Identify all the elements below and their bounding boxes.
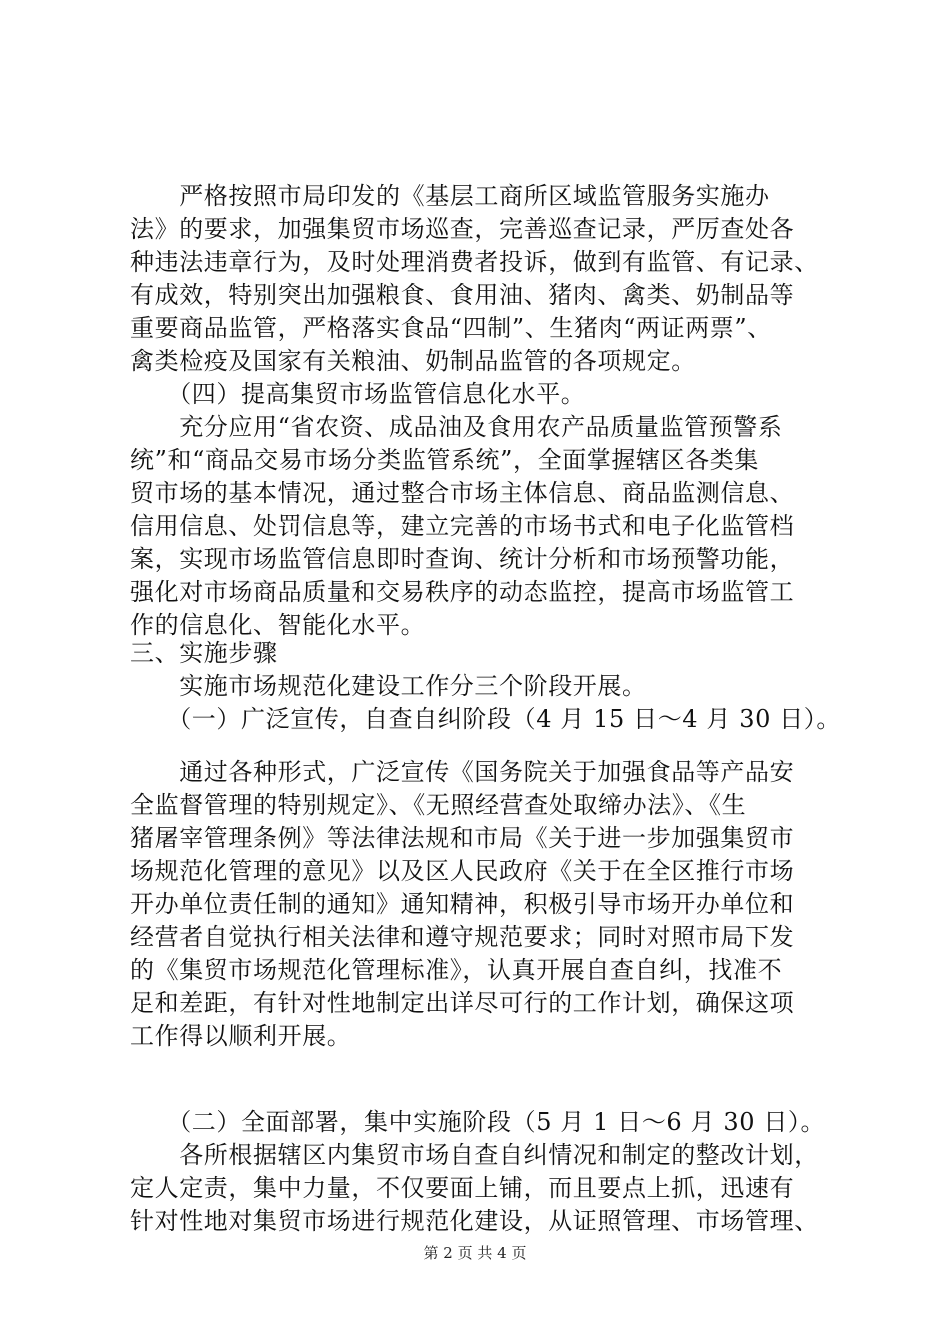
- paragraph-line: 全监督管理的特别规定》、《无照经营查处取缔办法》、《生: [130, 791, 747, 819]
- page-footer: 第 2 页 共 4 页: [423, 1244, 527, 1262]
- paragraph-line: 有成效，特别突出加强粮食、食用油、猪肉、禽类、奶制品等: [130, 281, 795, 309]
- paragraph-line: 充分应用“省农资、成品油及食用农产品质量监管预警系: [130, 413, 783, 441]
- paragraph-line: 重要商品监管，严格落实食品“四制”、生猪肉“两证两票”、: [130, 314, 772, 342]
- paragraph-line: 强化对市场商品质量和交易秩序的动态监控，提高市场监管工: [130, 578, 795, 606]
- paragraph-line: 定人定责，集中力量，不仅要面上铺，而且要点上抓，迅速有: [130, 1174, 795, 1202]
- paragraph-line: 的《集贸市场规范化管理标准》，认真开展自查自纠，找准不: [130, 956, 783, 984]
- section-heading: （二）全面部署，集中实施阶段（5 月 1 日～6 月 30 日）。: [130, 1108, 826, 1136]
- paragraph-line: 法》的要求，加强集贸市场巡查，完善巡查记录，严厉查处各: [130, 215, 795, 243]
- paragraph-line: 贸市场的基本情况，通过整合市场主体信息、商品监测信息、: [130, 479, 795, 507]
- paragraph-line: 禽类检疫及国家有关粮油、奶制品监管的各项规定。: [130, 347, 696, 375]
- section-heading: （一）广泛宣传，自查自纠阶段（4 月 15 日～4 月 30 日）。: [130, 705, 841, 733]
- paragraph-line: 信用信息、处罚信息等，建立完善的市场书式和电子化监管档: [130, 512, 795, 540]
- paragraph-line: 各所根据辖区内集贸市场自查自纠情况和制定的整改计划，: [130, 1141, 819, 1169]
- paragraph-line: 种违法违章行为，及时处理消费者投诉，做到有监管、有记录、: [130, 248, 819, 276]
- paragraph-line: 案，实现市场监管信息即时查询、统计分析和市场预警功能，: [130, 545, 795, 573]
- paragraph-line: 足和差距，有针对性地制定出详尽可行的工作计划，确保这项: [130, 989, 795, 1017]
- paragraph-line: 场规范化管理的意见》以及区人民政府《关于在全区推行市场: [130, 857, 795, 885]
- paragraph-line: 严格按照市局印发的《基层工商所区域监管服务实施办: [130, 182, 770, 210]
- paragraph-line: 作的信息化、智能化水平。: [130, 611, 426, 639]
- section-heading: 三、实施步骤: [130, 639, 278, 667]
- paragraph-line: 通过各种形式，广泛宣传《国务院关于加强食品等产品安: [130, 758, 795, 786]
- paragraph-line: 统”和“商品交易市场分类监管系统”，全面掌握辖区各类集: [130, 446, 760, 474]
- paragraph-line: 针对性地对集贸市场进行规范化建设，从证照管理、市场管理、: [130, 1207, 819, 1235]
- paragraph-line: 工作得以顺利开展。: [130, 1022, 352, 1050]
- paragraph-line: 开办单位责任制的通知》通知精神，积极引导市场开办单位和: [130, 890, 795, 918]
- paragraph-line: 实施市场规范化建设工作分三个阶段开展。: [130, 672, 647, 700]
- section-heading: （四）提高集贸市场监管信息化水平。: [130, 380, 586, 408]
- paragraph-line: 经营者自觉执行相关法律和遵守规范要求；同时对照市局下发: [130, 923, 795, 951]
- paragraph-line: 猪屠宰管理条例》等法律法规和市局《关于进一步加强集贸市: [130, 824, 795, 852]
